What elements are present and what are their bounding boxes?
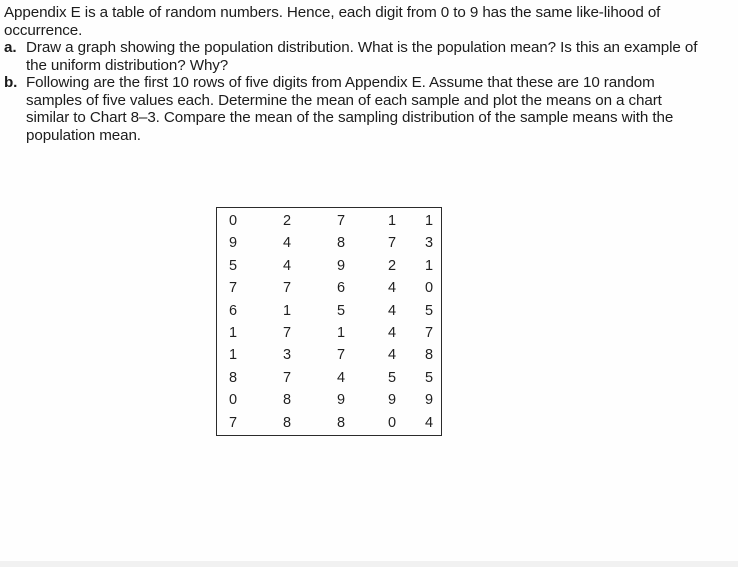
table-cell: 4 — [387, 325, 397, 341]
table-cell: 1 — [282, 302, 292, 319]
table-row — [217, 389, 441, 411]
table-cell: 5 — [387, 369, 397, 386]
part-b-text: Following are the first 10 rows of five digits from Appendix E. Assume that these are 10 random samples of five values each. Determine the mean of each sample and plot the means on a chart similar to Chart 8–3. Compare the mean of the sampling distribution of the sample means with the population mean. — [26, 74, 674, 144]
table-cell: 0 — [228, 213, 238, 229]
table-row — [217, 232, 441, 254]
part-b — [4, 74, 704, 144]
part-a — [4, 39, 704, 74]
table-cell: 0 — [228, 392, 238, 409]
table-cell: 5 — [424, 302, 434, 319]
table-cell: 1 — [228, 325, 238, 341]
part-a-letter: a. — [4, 39, 17, 56]
table-cell: 3 — [424, 235, 434, 252]
table-cell: 2 — [282, 213, 292, 229]
table-cell: 8 — [282, 392, 292, 409]
table-cell: 0 — [424, 280, 434, 297]
table-cell: 9 — [336, 257, 346, 274]
table-cell: 7 — [387, 235, 397, 252]
table-cell: 0 — [387, 414, 397, 431]
table-cell: 4 — [424, 414, 434, 431]
table-cell: 5 — [228, 257, 238, 274]
table-cell: 5 — [424, 369, 434, 386]
part-a-text: Draw a graph showing the population distribution. What is the population mean? Is this an example of the uniform distribution? Why? — [26, 39, 698, 74]
table-cell: 7 — [282, 280, 292, 297]
table-row — [217, 210, 441, 232]
table-cell: 8 — [282, 414, 292, 431]
table-cell: 4 — [387, 347, 397, 364]
table-cell: 4 — [336, 369, 346, 386]
table-cell: 9 — [424, 392, 434, 409]
intro-paragraph: Appendix E is a table of random numbers. Hence, each digit from 0 to 9 has the same like-lihood of occurrence. — [4, 4, 661, 39]
table-cell: 4 — [282, 257, 292, 274]
table-cell: 4 — [387, 302, 397, 319]
table-row — [217, 277, 441, 299]
table-cell: 1 — [424, 213, 434, 229]
table-row — [217, 344, 441, 366]
table-cell: 7 — [336, 347, 346, 364]
bottom-edge — [0, 561, 738, 567]
table-cell: 1 — [228, 347, 238, 364]
table-cell: 7 — [282, 325, 292, 341]
table-row — [217, 300, 441, 322]
part-b-letter: b. — [4, 74, 18, 91]
table-cell: 7 — [424, 325, 434, 341]
table-cell: 7 — [282, 369, 292, 386]
table-cell: 6 — [336, 280, 346, 297]
table-cell: 7 — [228, 414, 238, 431]
table-cell: 8 — [336, 235, 346, 252]
table-cell: 9 — [387, 392, 397, 409]
table-cell: 8 — [336, 414, 346, 431]
table-cell: 4 — [282, 235, 292, 252]
table-cell: 7 — [228, 280, 238, 297]
problem-text — [4, 4, 704, 144]
table-cell: 1 — [387, 213, 397, 229]
table-row — [217, 367, 441, 389]
table-cell: 2 — [387, 257, 397, 274]
table-cell: 7 — [336, 213, 346, 229]
table-cell: 5 — [336, 302, 346, 319]
table-row — [217, 322, 441, 344]
table-cell: 1 — [424, 257, 434, 274]
table-cell: 9 — [336, 392, 346, 409]
table-cell: 8 — [228, 369, 238, 386]
table-cell: 4 — [387, 280, 397, 297]
table-cell: 6 — [228, 302, 238, 319]
table-row — [217, 412, 441, 434]
table-cell: 9 — [228, 235, 238, 252]
table-cell: 3 — [282, 347, 292, 364]
table-cell: 8 — [424, 347, 434, 364]
table-row — [217, 255, 441, 277]
random-digit-table — [216, 207, 442, 436]
table-cell: 1 — [336, 325, 346, 341]
